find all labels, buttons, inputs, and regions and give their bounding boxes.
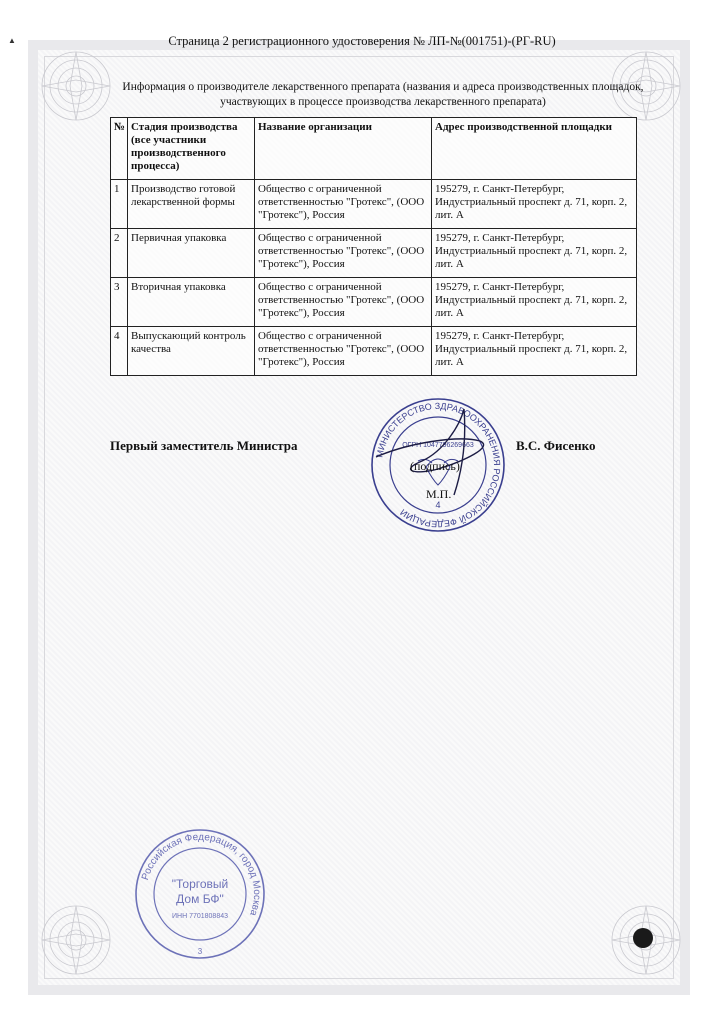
company-stamp-ring-text: Российская Федерация, город Москва — [139, 831, 263, 918]
cell-stage: Вторичная упаковка — [128, 278, 255, 327]
table-header-row — [111, 118, 637, 180]
cell-org: Общество с ограниченной ответственностью "Гротекс", (ООО "Гротекс"), Россия — [255, 278, 432, 327]
punch-hole-mark — [633, 928, 653, 948]
header-stage: Стадия производства (все участники производственного процесса) — [128, 118, 255, 180]
company-name-line-1: "Торговый — [171, 877, 229, 891]
ministry-seal-ring-text: МИНИСТЕРСТВО ЗДРАВООХРАНЕНИЯ РОССИЙСКОЙ ФЕДЕРАЦИИ — [374, 400, 503, 530]
rosette-bottom-left — [36, 900, 116, 980]
signer-name: В.С. Фисенко — [516, 438, 596, 453]
company-stamp-number: 3 — [197, 947, 203, 956]
header-address: Адрес производственной площадки — [432, 118, 637, 180]
cell-address: 195279, г. Санкт-Петербург, Индустриальный проспект д. 71, корп. 2, лит. А — [432, 180, 637, 229]
cell-stage: Выпускающий контроль качества — [128, 327, 255, 376]
rosette-top-left — [36, 46, 116, 126]
company-stamp-inn: ИНН 7701808843 — [171, 913, 229, 920]
cell-org: Общество с ограниченной ответственностью "Гротекс", (ООО "Гротекс"), Россия — [255, 180, 432, 229]
info-line-1: Информация о производителе лекарственного препарата (названия и адреса производственных площадок, — [122, 81, 644, 93]
corner-mark: ▲ — [8, 36, 16, 45]
cell-stage: Первичная упаковка — [128, 229, 255, 278]
header-num: № — [111, 118, 128, 180]
cell-num: 2 — [111, 229, 128, 278]
signer-title: Первый заместитель Министра — [110, 438, 298, 453]
info-line-2: участвующих в процессе производства лекарственного препарата) — [220, 96, 546, 108]
cell-address: 195279, г. Санкт-Петербург, Индустриальный проспект д. 71, корп. 2, лит. А — [432, 278, 637, 327]
cell-num: 1 — [111, 180, 128, 229]
manufacturer-info-heading — [108, 80, 658, 110]
cell-address: 195279, г. Санкт-Петербург, Индустриальный проспект д. 71, корп. 2, лит. А — [432, 327, 637, 376]
manufacturer-table — [110, 117, 637, 376]
cell-num: 3 — [111, 278, 128, 327]
ministry-seal-number: 4 — [435, 500, 441, 510]
cell-stage: Производство готовой лекарственной формы — [128, 180, 255, 229]
table-row — [111, 327, 637, 376]
signature-label: (подпись) — [410, 459, 460, 473]
cell-org: Общество с ограниченной ответственностью "Гротекс", (ООО "Гротекс"), Россия — [255, 327, 432, 376]
cell-org: Общество с ограниченной ответственностью "Гротекс", (ООО "Гротекс"), Россия — [255, 229, 432, 278]
page-title: Страница 2 регистрационного удостоверения № ЛП-№(001751)-(РГ-RU) — [168, 34, 556, 48]
cell-address: 195279, г. Санкт-Петербург, Индустриальный проспект д. 71, корп. 2, лит. А — [432, 229, 637, 278]
header-org: Название организации — [255, 118, 432, 180]
ministry-seal-ogrn: ОГРН 1047796269663 — [402, 442, 474, 449]
table-row — [111, 278, 637, 327]
table-row — [111, 229, 637, 278]
company-stamp — [132, 826, 268, 962]
company-name-line-2: Дом БФ" — [176, 892, 224, 906]
table-row — [111, 180, 637, 229]
cell-num: 4 — [111, 327, 128, 376]
seal-label: М.П. — [426, 487, 452, 501]
